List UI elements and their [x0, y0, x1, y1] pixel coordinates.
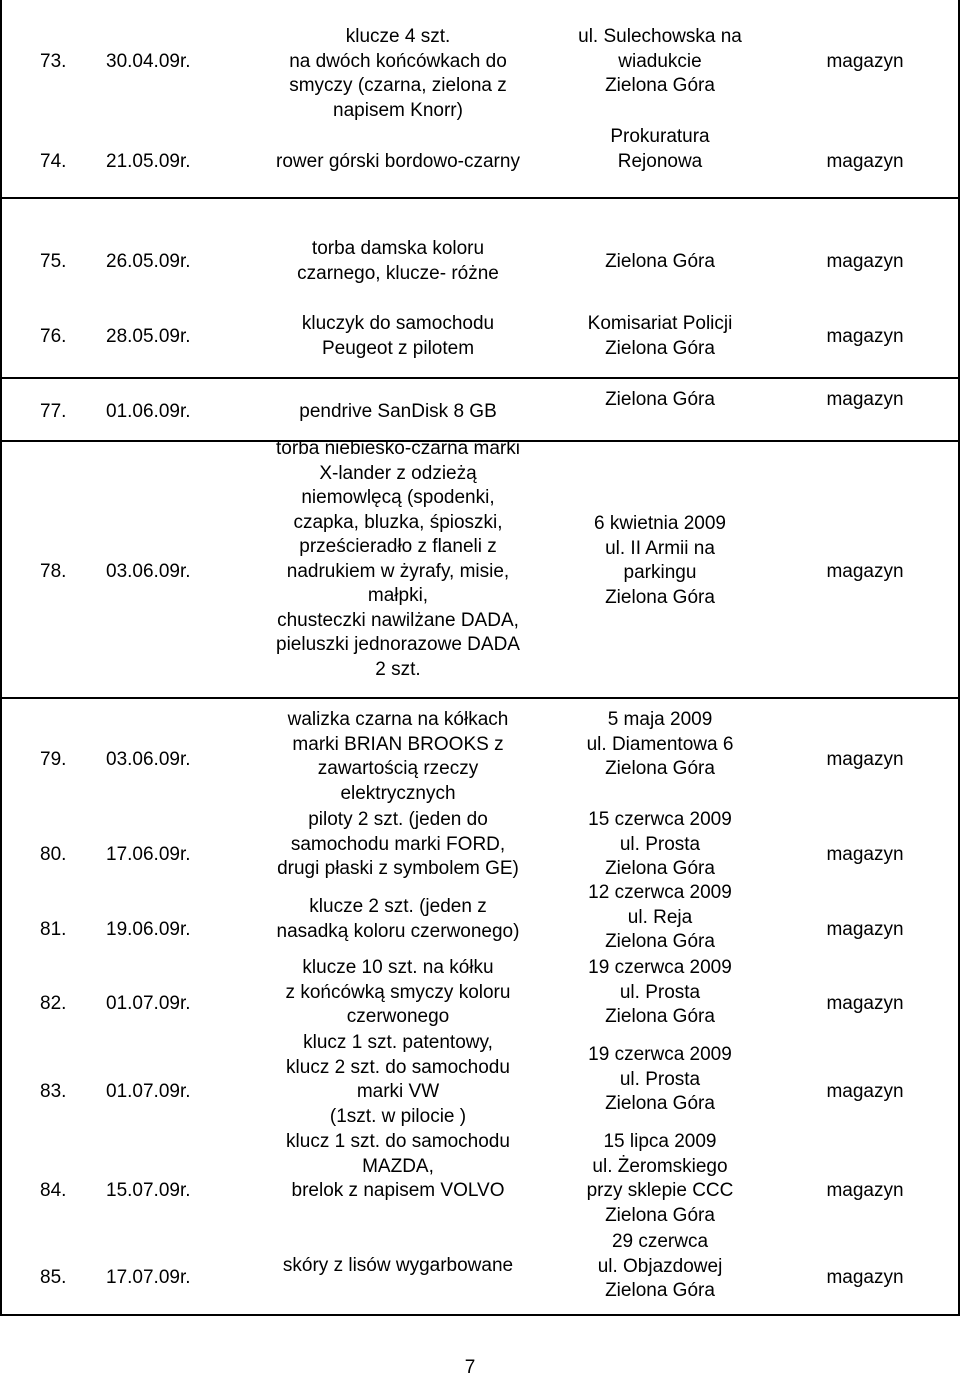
status-text: magazyn — [826, 51, 904, 72]
item-description-line: nasadką koloru czerwonego) — [276, 920, 520, 942]
status-text: magazyn — [826, 1180, 904, 1201]
item-description-line: pendrive SanDisk 8 GB — [299, 401, 497, 422]
row-date: 01.06.09r. — [106, 401, 191, 422]
row-date: 03.06.09r. — [106, 749, 191, 770]
row-number: 85. — [40, 1267, 67, 1288]
location-line: ul. Objazdowej — [597, 1255, 723, 1277]
item-description-line: chusteczki nawilżane DADA, — [277, 609, 519, 631]
location-line: Rejonowa — [617, 150, 703, 172]
row-number: 83. — [40, 1081, 67, 1102]
item-description-line: Peugeot z pilotem — [321, 337, 475, 359]
row-date: 28.05.09r. — [106, 326, 191, 347]
location-line: ul. II Armii na — [605, 537, 715, 559]
location-line: przy sklepie CCC — [586, 1180, 734, 1201]
table-rule — [0, 377, 960, 379]
item-description-line: klucze 10 szt. na kółku — [302, 957, 494, 978]
item-description-line: skóry z lisów wygarbowane — [282, 1255, 514, 1276]
row-date: 15.07.09r. — [106, 1180, 191, 1201]
location-line: Zielona Góra — [605, 389, 715, 410]
item-description-line: czapka, bluzka, śpioszki, — [293, 511, 503, 533]
row-number: 81. — [40, 919, 67, 940]
row-date: 01.07.09r. — [106, 1081, 191, 1102]
item-description-line: kluczyk do samochodu — [301, 313, 495, 334]
item-description-line: MAZDA, — [362, 1155, 434, 1177]
item-description-line: piloty 2 szt. (jeden do — [308, 809, 488, 830]
item-description-line: klucz 1 szt. patentowy, — [303, 1032, 493, 1053]
table-rule — [0, 697, 960, 699]
status-text: magazyn — [826, 251, 904, 272]
location-line: ul. Prosta — [619, 833, 701, 855]
item-description-line: walizka czarna na kółkach — [287, 709, 509, 730]
location-line: Zielona Góra — [605, 75, 715, 96]
row-date: 01.07.09r. — [106, 993, 191, 1014]
location-line: Zielona Góra — [605, 758, 715, 779]
location-line: ul. Sulechowska na — [578, 26, 742, 47]
item-description-line: z końcówką smyczy koloru — [285, 981, 511, 1003]
status-text: magazyn — [826, 561, 904, 582]
row-number: 74. — [40, 151, 67, 172]
location-line: Prokuratura — [610, 126, 710, 147]
item-description-line: klucz 2 szt. do samochodu — [286, 1056, 510, 1078]
row-date: 17.06.09r. — [106, 844, 191, 865]
location-line: Zielona Góra — [605, 1006, 715, 1027]
item-description-line: napisem Knorr) — [333, 99, 463, 121]
item-description-line: 2 szt. — [375, 658, 421, 680]
location-line: 19 czerwca 2009 — [588, 957, 732, 978]
item-description-line: rower górski bordowo-czarny — [276, 151, 520, 172]
item-description-line: klucze 2 szt. (jeden z — [309, 896, 487, 917]
location-line: Zielona Góra — [605, 931, 715, 952]
row-date: 21.05.09r. — [106, 151, 191, 172]
location-line: 5 maja 2009 — [607, 709, 713, 730]
location-line: 15 czerwca 2009 — [588, 809, 732, 830]
row-number: 84. — [40, 1180, 67, 1201]
item-description-line: X-lander z odzieżą — [319, 462, 477, 484]
row-date: 03.06.09r. — [106, 561, 191, 582]
item-description-line: brelok z napisem VOLVO — [291, 1180, 505, 1201]
row-number: 73. — [40, 51, 67, 72]
row-date: 17.07.09r. — [106, 1267, 191, 1288]
location-line: 15 lipca 2009 — [603, 1131, 717, 1152]
item-description-line: elektrycznych — [340, 782, 456, 804]
row-number: 79. — [40, 749, 67, 770]
location-line: ul. Prosta — [619, 1068, 701, 1090]
location-line: Zielona Góra — [605, 1093, 715, 1114]
item-description-line: na dwóch końcówkach do — [289, 50, 507, 72]
status-text: magazyn — [826, 749, 904, 770]
item-description-line: czerwonego — [346, 1006, 450, 1027]
item-description-line: smyczy (czarna, zielona z — [289, 75, 507, 96]
item-description-line: klucz 1 szt. do samochodu — [286, 1131, 510, 1152]
row-number: 75. — [40, 251, 67, 272]
item-description-line: klucze 4 szt. — [345, 26, 451, 47]
status-text: magazyn — [826, 1081, 904, 1102]
item-description-line: pieluszki jednorazowe DADA — [276, 634, 520, 655]
location-line: Zielona Góra — [605, 1280, 715, 1301]
item-description-line: małpki, — [367, 585, 429, 606]
location-line: ul. Prosta — [619, 981, 701, 1003]
row-number: 82. — [40, 993, 67, 1014]
page-number: 7 — [464, 1357, 476, 1378]
location-line: Zielona Góra — [605, 586, 715, 608]
row-date: 26.05.09r. — [106, 251, 191, 272]
row-number: 77. — [40, 401, 67, 422]
location-line: Zielona Góra — [605, 1204, 715, 1226]
item-description-line: torba niebiesko-czarna marki — [276, 438, 520, 459]
item-description-line: samochodu marki FORD, — [290, 833, 506, 855]
item-description-line: nadrukiem w żyrafy, misie, — [286, 560, 510, 582]
item-description-line: zawartością rzeczy — [317, 758, 479, 779]
row-number: 80. — [40, 844, 67, 865]
item-description-line: prześcieradło z flaneli z — [299, 536, 497, 557]
table-rule — [0, 1314, 960, 1316]
table-rule — [0, 0, 2, 1316]
location-line: 29 czerwca — [611, 1231, 709, 1252]
status-text: magazyn — [826, 326, 904, 347]
location-line: 6 kwietnia 2009 — [593, 513, 727, 534]
row-date: 30.04.09r. — [106, 51, 191, 72]
item-description-line: (1szt. w pilocie ) — [329, 1105, 467, 1127]
location-line: Zielona Góra — [605, 337, 715, 359]
location-line: ul. Reja — [627, 906, 693, 928]
location-line: ul. Diamentowa 6 — [586, 733, 734, 755]
location-line: Komisariat Policji — [587, 313, 733, 334]
item-description-line: drugi płaski z symbolem GE) — [277, 858, 519, 879]
row-number: 78. — [40, 561, 67, 582]
location-line: wiadukcie — [618, 50, 702, 72]
table-rule — [0, 197, 960, 199]
location-line: Zielona Góra — [605, 251, 715, 272]
location-line: 19 czerwca 2009 — [588, 1044, 732, 1065]
status-text: magazyn — [826, 993, 904, 1014]
row-number: 76. — [40, 326, 67, 347]
location-line: 12 czerwca 2009 — [588, 882, 732, 903]
item-description-line: niemowlęcą (spodenki, — [301, 487, 495, 508]
status-text: magazyn — [826, 389, 904, 410]
location-line: ul. Żeromskiego — [592, 1155, 728, 1177]
status-text: magazyn — [826, 1267, 904, 1288]
item-description-line: torba damska koloru — [311, 238, 485, 259]
status-text: magazyn — [826, 844, 904, 865]
row-date: 19.06.09r. — [106, 919, 191, 940]
location-line: parkingu — [623, 562, 697, 583]
item-description-line: marki VW — [356, 1081, 440, 1102]
status-text: magazyn — [826, 151, 904, 172]
item-description-line: czarnego, klucze- różne — [297, 262, 499, 284]
status-text: magazyn — [826, 919, 904, 940]
location-line: Zielona Góra — [605, 858, 715, 879]
item-description-line: marki BRIAN BROOKS z — [292, 733, 504, 755]
